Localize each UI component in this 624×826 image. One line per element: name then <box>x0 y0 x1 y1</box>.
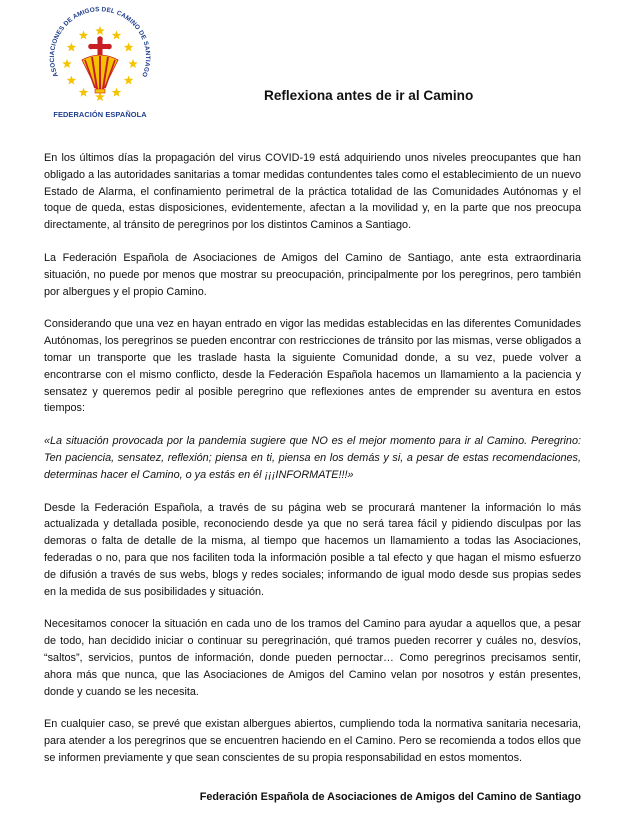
paragraph-5: Desde la Federación Española, a través de su página web se procurará mantener la información lo más actualizada y detallada posible, reconociendo desde ya que no será tarea fácil y pidiendo disculpas por las demoras o falta de detalle de la misma, al tiempo que hacemos un llamamiento a todas las Asociaciones, federadas o no, para que nos faciliten toda la información posible a tal efecto y que hagan el mismo esfuerzo de difusión a través de sus webs, blogs y redes sociales; informando de igual modo desde sus propias sedes en la medida de sus posibilidades y situación. <box>44 501 581 598</box>
star-icon <box>67 43 77 52</box>
star-icon <box>95 92 105 101</box>
paragraph-3: Considerando que una vez en hayan entrado en vigor las medidas establecidas en las diferentes Comunidades Autónomas, los peregrinos se pueden encontrar con restricciones de tránsito por las mismas, verse obligados a tomar un transporte que les traslade hasta la siguiente Comunidad donde, a su vez, puede volver a encontrarse con el mismo conflicto, desde la Federación Española hacemos un llamamiento a la paciencia y sensatez y queremos pedir al posible peregrino que reflexiones antes de emprender su aventura en estos tiempos: <box>44 318 581 415</box>
star-icon <box>67 76 77 85</box>
logo-subtitle: FEDERACIÓN ESPAÑOLA <box>53 110 147 119</box>
star-icon <box>62 59 72 68</box>
quote-paragraph: «La situación provocada por la pandemia sugiere que NO es el mejor momento para ir al Camino. Peregrino: Ten paciencia, sensatez, reflexión; piensa en ti, piensa en los demás y si, a pesar de estas recomendaciones, determinas hacer el Camino, o ya estás en él ¡¡¡INFORMATE!!!» <box>44 435 581 481</box>
cross-icon <box>88 36 112 56</box>
federation-logo-emblem <box>40 4 160 124</box>
star-icon <box>79 88 89 97</box>
star-icon <box>79 30 89 39</box>
star-icon <box>112 88 122 97</box>
star-icon <box>112 30 122 39</box>
federation-logo <box>40 4 160 124</box>
paragraph-6: Necesitamos conocer la situación en cada uno de los tramos del Camino para ayudar a aquellos que, a pesar de todo, han decidido iniciar o continuar su peregrinación, qué tramos pueden recorrer y cuáles no, desvíos, “saltos”, servicios, puntos de información, donde pueden pernoctar… Como peregrinos precisamos sentir, ahora más que nunca, que las Asociaciones de Amigos del Camino velan por nosotros y están presentes, donde y cuando se les necesita. <box>44 618 581 698</box>
star-icon <box>124 43 134 52</box>
logo-ring-text: ASOCIACIONES DE AMIGOS DEL CAMINO DE SANTIAGO <box>48 6 152 79</box>
star-icon <box>95 26 105 35</box>
paragraph-7: En cualquier caso, se prevé que existan albergues abiertos, cumpliendo toda la normativa sanitaria necesaria, para atender a los peregrinos que se encuentren haciendo en el Camino. Pero se recomienda a todos ellos que se informen previamente y que sean conscientes de su propia responsabilidad en estos momentos. <box>44 718 581 764</box>
page-title: Reflexiona antes de ir al Camino <box>264 88 474 103</box>
body-text <box>44 150 581 783</box>
paragraph-1: En los últimos días la propagación del virus COVID-19 está adquiriendo unos niveles preocupantes que han obligado a las autoridades sanitarias a tomar medidas contundentes tales como el establecimiento de un nuevo Estado de Alarma, el confinamiento perimetral de la práctica totalidad de las Comunidades Autónomas y el toque de queda, estas disposiciones, evidentemente, afectan a la movilidad y, en la parte que nos preocupa directamente, al tránsito de peregrinos por los distintos Caminos a Santiago. <box>44 152 581 232</box>
star-icon <box>128 59 138 68</box>
star-icon <box>124 76 134 85</box>
paragraph-2: La Federación Española de Asociaciones de Amigos del Camino de Santiago, ante esta extraordinaria situación, no puede por menos que mostrar su preocupación, principalmente por los peregrinos, pero también por albergues y el propio Camino. <box>44 251 581 298</box>
signature: Federación Española de Asociaciones de Amigos del Camino de Santiago <box>199 791 581 803</box>
scallop-shell-icon <box>82 55 118 93</box>
